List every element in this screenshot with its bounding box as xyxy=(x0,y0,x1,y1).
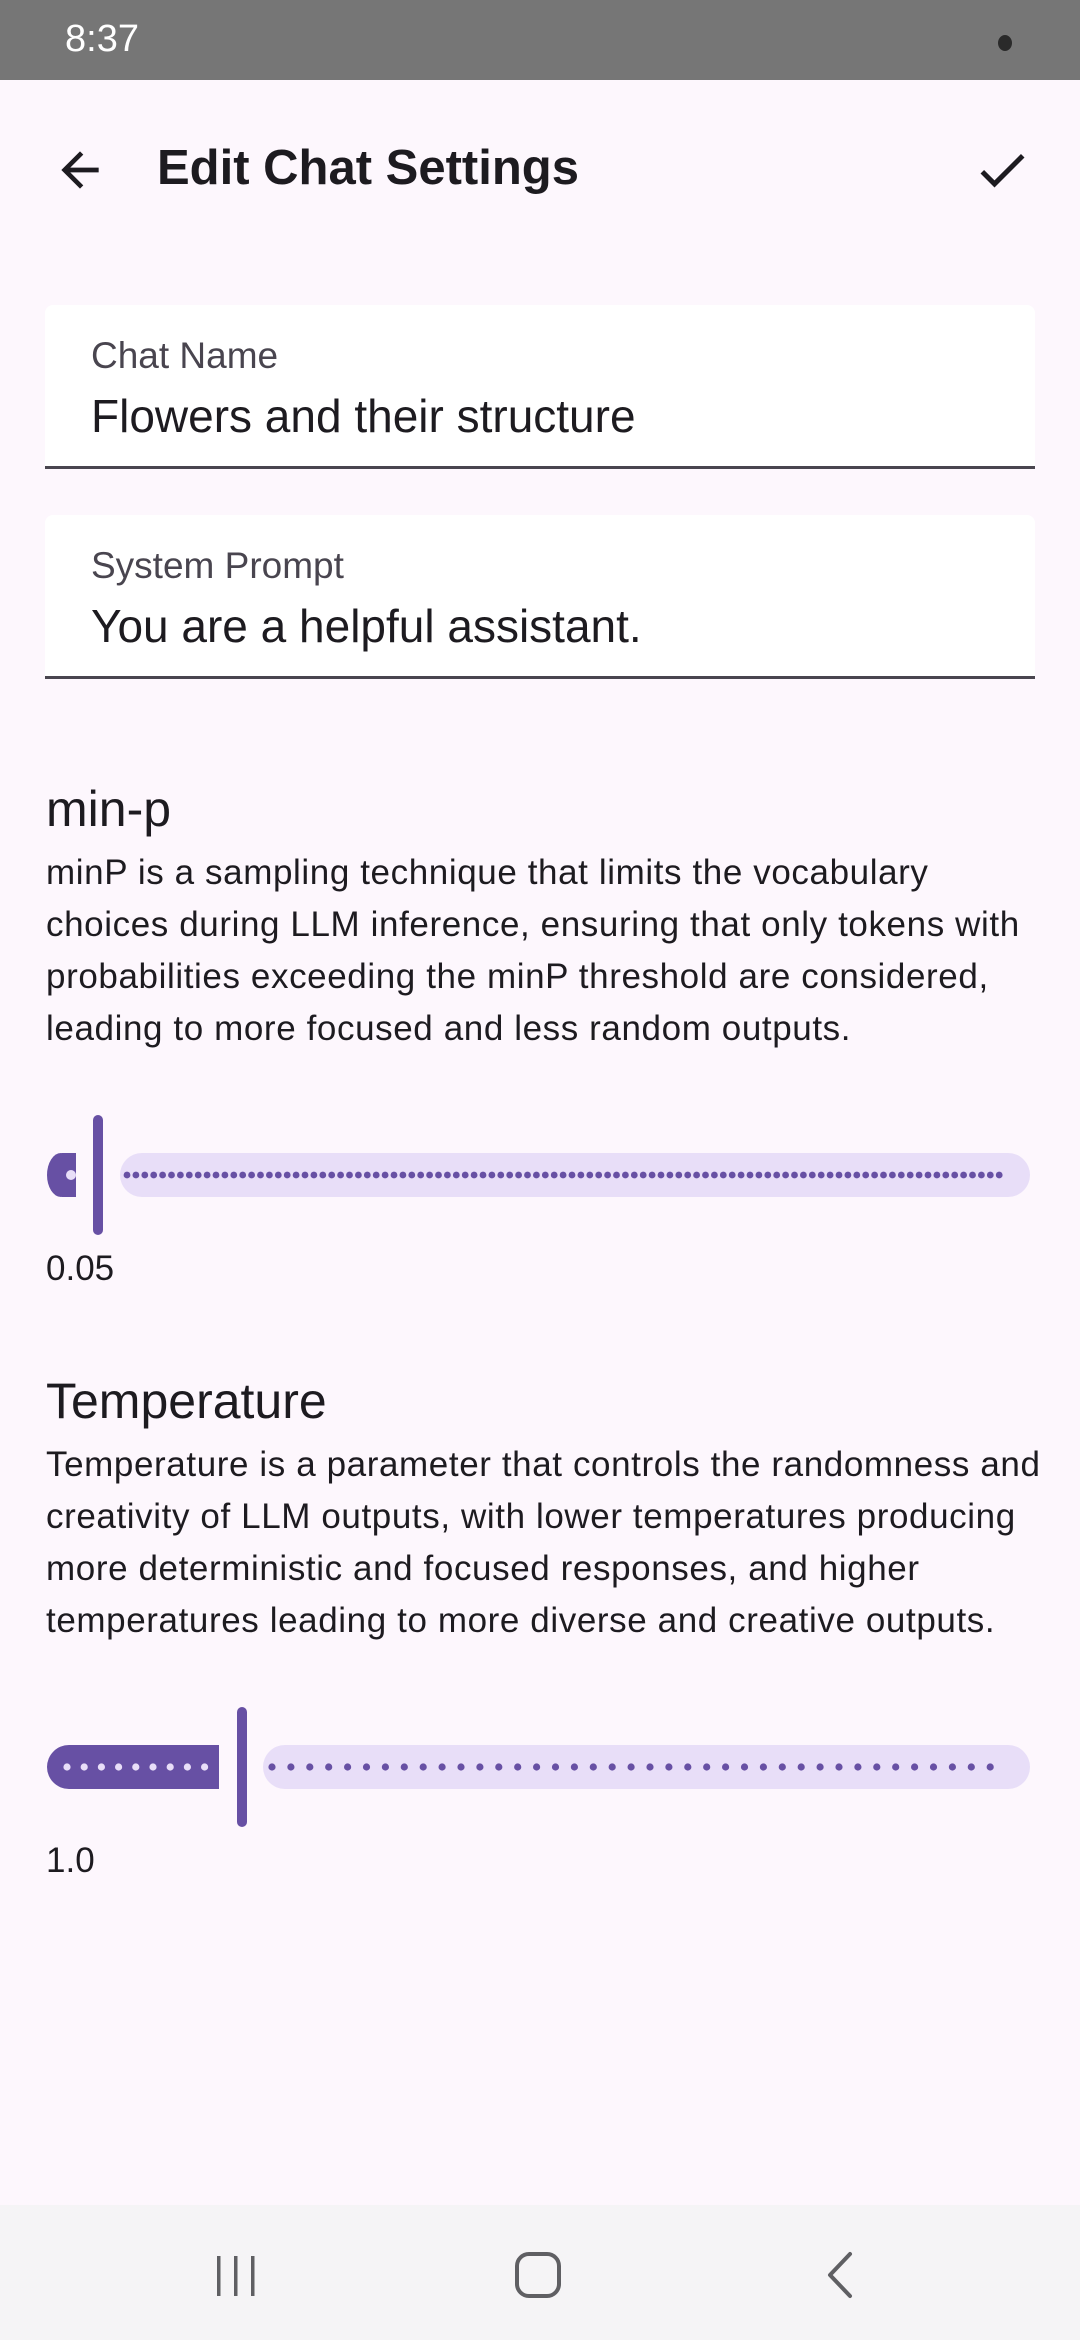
temperature-title: Temperature xyxy=(46,1373,327,1429)
slider-tick xyxy=(942,1172,949,1179)
slider-tick xyxy=(934,1172,941,1179)
slider-tick xyxy=(524,1172,531,1179)
min-p-slider-handle[interactable] xyxy=(93,1115,103,1235)
slider-tick xyxy=(622,1172,629,1179)
temperature-description: Temperature is a parameter that controls the randomness and creativity of LLM outputs, with lower temperatures producing more deterministic and focused responses, and higher temperatures leading to more diverse and creative outputs. xyxy=(46,1445,1041,1640)
slider-tick xyxy=(667,1172,674,1179)
slider-tick xyxy=(951,1172,958,1179)
slider-tick xyxy=(889,1172,896,1179)
slider-tick xyxy=(969,1172,976,1179)
slider-tick xyxy=(817,1763,824,1770)
slider-tick xyxy=(578,1172,585,1179)
slider-tick xyxy=(684,1763,691,1770)
slider-tick xyxy=(738,1172,745,1179)
slider-tick xyxy=(177,1172,184,1179)
slider-tick xyxy=(506,1172,513,1179)
slider-tick xyxy=(571,1763,578,1770)
slider-tick xyxy=(590,1763,597,1770)
slider-tick xyxy=(167,1763,174,1770)
slider-tick xyxy=(363,1763,370,1770)
slider-tick xyxy=(898,1172,905,1179)
status-time: 8:37 xyxy=(65,18,139,60)
slider-tick xyxy=(818,1172,825,1179)
slider-tick xyxy=(417,1172,424,1179)
slider-tick xyxy=(845,1172,852,1179)
slider-tick xyxy=(552,1763,559,1770)
system-prompt-label: System Prompt xyxy=(91,545,344,586)
slider-tick xyxy=(798,1763,805,1770)
slider-tick xyxy=(325,1763,332,1770)
save-button[interactable] xyxy=(952,120,1052,220)
slider-tick xyxy=(925,1172,932,1179)
min-p-slider[interactable] xyxy=(45,1110,1030,1240)
slider-tick xyxy=(462,1172,469,1179)
slider-tick xyxy=(204,1172,211,1179)
slider-tick xyxy=(646,1763,653,1770)
slider-tick xyxy=(275,1172,282,1179)
slider-tick xyxy=(569,1172,576,1179)
slider-tick xyxy=(239,1172,246,1179)
slider-tick xyxy=(495,1763,502,1770)
slider-tick xyxy=(853,1172,860,1179)
slider-tick xyxy=(836,1172,843,1179)
slider-tick xyxy=(949,1763,956,1770)
slider-tick xyxy=(213,1172,220,1179)
slider-tick xyxy=(613,1172,620,1179)
slider-tick xyxy=(457,1763,464,1770)
slider-tick xyxy=(693,1172,700,1179)
slider-tick xyxy=(141,1172,148,1179)
slider-tick xyxy=(98,1763,105,1770)
slider-tick xyxy=(560,1172,567,1179)
slider-tick xyxy=(248,1172,255,1179)
slider-tick xyxy=(159,1172,166,1179)
slider-tick xyxy=(930,1763,937,1770)
slider-tick xyxy=(800,1172,807,1179)
back-button[interactable] xyxy=(30,120,130,220)
slider-tick xyxy=(916,1172,923,1179)
slider-tick xyxy=(665,1763,672,1770)
slider-tick xyxy=(551,1172,558,1179)
slider-tick xyxy=(382,1172,389,1179)
slider-tick xyxy=(978,1172,985,1179)
recents-button[interactable] xyxy=(176,2225,296,2325)
system-prompt-input[interactable]: You are a helpful assistant. xyxy=(91,600,642,652)
slider-tick xyxy=(533,1763,540,1770)
camera-cutout xyxy=(998,35,1012,51)
slider-tick xyxy=(150,1172,157,1179)
slider-tick xyxy=(471,1172,478,1179)
slider-tick xyxy=(355,1172,362,1179)
slider-tick xyxy=(373,1172,380,1179)
chat-name-field[interactable] xyxy=(45,305,1035,469)
slider-tick xyxy=(266,1172,273,1179)
slider-tick xyxy=(346,1172,353,1179)
slider-tick xyxy=(514,1763,521,1770)
slider-tick xyxy=(149,1763,156,1770)
slider-tick xyxy=(328,1172,335,1179)
slider-tick xyxy=(747,1172,754,1179)
slider-tick xyxy=(658,1172,665,1179)
slider-tick xyxy=(996,1172,1003,1179)
slider-tick xyxy=(760,1763,767,1770)
slider-tick xyxy=(287,1763,294,1770)
slider-tick xyxy=(63,1763,70,1770)
slider-tick xyxy=(444,1172,451,1179)
slider-tick xyxy=(628,1763,635,1770)
slider-tick xyxy=(344,1763,351,1770)
min-p-active-dot xyxy=(66,1170,76,1180)
slider-tick xyxy=(420,1763,427,1770)
slider-tick xyxy=(124,1172,131,1179)
slider-tick xyxy=(319,1172,326,1179)
slider-tick xyxy=(302,1172,309,1179)
arrow-back-icon xyxy=(52,142,108,198)
nav-back-button[interactable] xyxy=(781,2225,901,2325)
slider-tick xyxy=(640,1172,647,1179)
temperature-value: 1.0 xyxy=(46,1841,95,1880)
slider-tick xyxy=(631,1172,638,1179)
slider-tick xyxy=(862,1172,869,1179)
status-bar xyxy=(0,0,1080,80)
min-p-title: min-p xyxy=(46,781,172,837)
slider-tick xyxy=(400,1172,407,1179)
slider-tick xyxy=(476,1763,483,1770)
slider-tick xyxy=(675,1172,682,1179)
slider-tick xyxy=(586,1172,593,1179)
slider-tick xyxy=(595,1172,602,1179)
slider-tick xyxy=(907,1172,914,1179)
slider-tick xyxy=(773,1172,780,1179)
slider-tick xyxy=(987,1763,994,1770)
slider-tick xyxy=(337,1172,344,1179)
slider-tick xyxy=(489,1172,496,1179)
slider-tick xyxy=(960,1172,967,1179)
slider-tick xyxy=(401,1763,408,1770)
slider-tick xyxy=(115,1763,122,1770)
slider-tick xyxy=(911,1763,918,1770)
slider-tick xyxy=(542,1172,549,1179)
slider-tick xyxy=(426,1172,433,1179)
slider-tick xyxy=(364,1172,371,1179)
nav-back-icon xyxy=(816,2250,866,2300)
slider-tick xyxy=(257,1172,264,1179)
slider-tick xyxy=(133,1172,140,1179)
slider-tick xyxy=(722,1763,729,1770)
slider-tick xyxy=(408,1172,415,1179)
page-title: Edit Chat Settings xyxy=(157,141,579,195)
slider-tick xyxy=(184,1763,191,1770)
slider-tick xyxy=(684,1172,691,1179)
slider-tick xyxy=(711,1172,718,1179)
chat-name-label: Chat Name xyxy=(91,335,279,376)
top-app-bar xyxy=(0,80,1080,260)
min-p-value: 0.05 xyxy=(46,1249,115,1288)
slider-tick xyxy=(871,1172,878,1179)
home-button[interactable] xyxy=(478,2225,598,2325)
temperature-active-tick-marks xyxy=(63,1763,208,1770)
slider-tick xyxy=(391,1172,398,1179)
slider-tick xyxy=(382,1763,389,1770)
checkmark-icon xyxy=(972,140,1032,200)
slider-tick xyxy=(515,1172,522,1179)
slider-tick xyxy=(702,1172,709,1179)
system-nav-bar xyxy=(0,2205,1080,2340)
slider-tick xyxy=(533,1172,540,1179)
slider-tick xyxy=(306,1763,313,1770)
slider-tick xyxy=(186,1172,193,1179)
slider-tick xyxy=(222,1172,229,1179)
slider-tick xyxy=(987,1172,994,1179)
slider-tick xyxy=(497,1172,504,1179)
slider-tick xyxy=(880,1172,887,1179)
slider-tick xyxy=(764,1172,771,1179)
slider-tick xyxy=(703,1763,710,1770)
slider-tick xyxy=(756,1172,763,1179)
slider-tick xyxy=(729,1172,736,1179)
slider-tick xyxy=(809,1172,816,1179)
slider-tick xyxy=(435,1172,442,1179)
slider-tick xyxy=(892,1763,899,1770)
slider-tick xyxy=(284,1172,291,1179)
slider-tick xyxy=(854,1763,861,1770)
slider-tick xyxy=(311,1172,318,1179)
slider-tick xyxy=(827,1172,834,1179)
slider-tick xyxy=(81,1763,88,1770)
slider-tick xyxy=(268,1763,275,1770)
slider-tick xyxy=(480,1172,487,1179)
slider-tick xyxy=(720,1172,727,1179)
temperature-slider[interactable] xyxy=(45,1702,1030,1832)
slider-tick xyxy=(741,1763,748,1770)
slider-tick xyxy=(649,1172,656,1179)
slider-tick xyxy=(604,1172,611,1179)
chat-name-input[interactable]: Flowers and their structure xyxy=(91,390,636,442)
slider-tick xyxy=(791,1172,798,1179)
slider-tick xyxy=(782,1172,789,1179)
slider-tick xyxy=(168,1172,175,1179)
slider-tick xyxy=(201,1763,208,1770)
slider-tick xyxy=(439,1763,446,1770)
temperature-slider-handle[interactable] xyxy=(237,1707,247,1827)
system-prompt-field[interactable] xyxy=(45,515,1035,679)
recents-icon xyxy=(211,2250,261,2300)
slider-tick xyxy=(835,1763,842,1770)
slider-tick xyxy=(873,1763,880,1770)
slider-tick xyxy=(779,1763,786,1770)
slider-tick xyxy=(293,1172,300,1179)
min-p-description: minP is a sampling technique that limits the vocabulary choices during LLM inference, ensuring that only tokens with probabilities exceeding the minP threshold are considered, leading to more focused and less random outputs. xyxy=(46,853,1020,1048)
home-icon xyxy=(512,2249,564,2301)
slider-tick xyxy=(230,1172,237,1179)
slider-tick xyxy=(609,1763,616,1770)
slider-tick xyxy=(453,1172,460,1179)
slider-tick xyxy=(132,1763,139,1770)
slider-tick xyxy=(968,1763,975,1770)
slider-tick xyxy=(195,1172,202,1179)
